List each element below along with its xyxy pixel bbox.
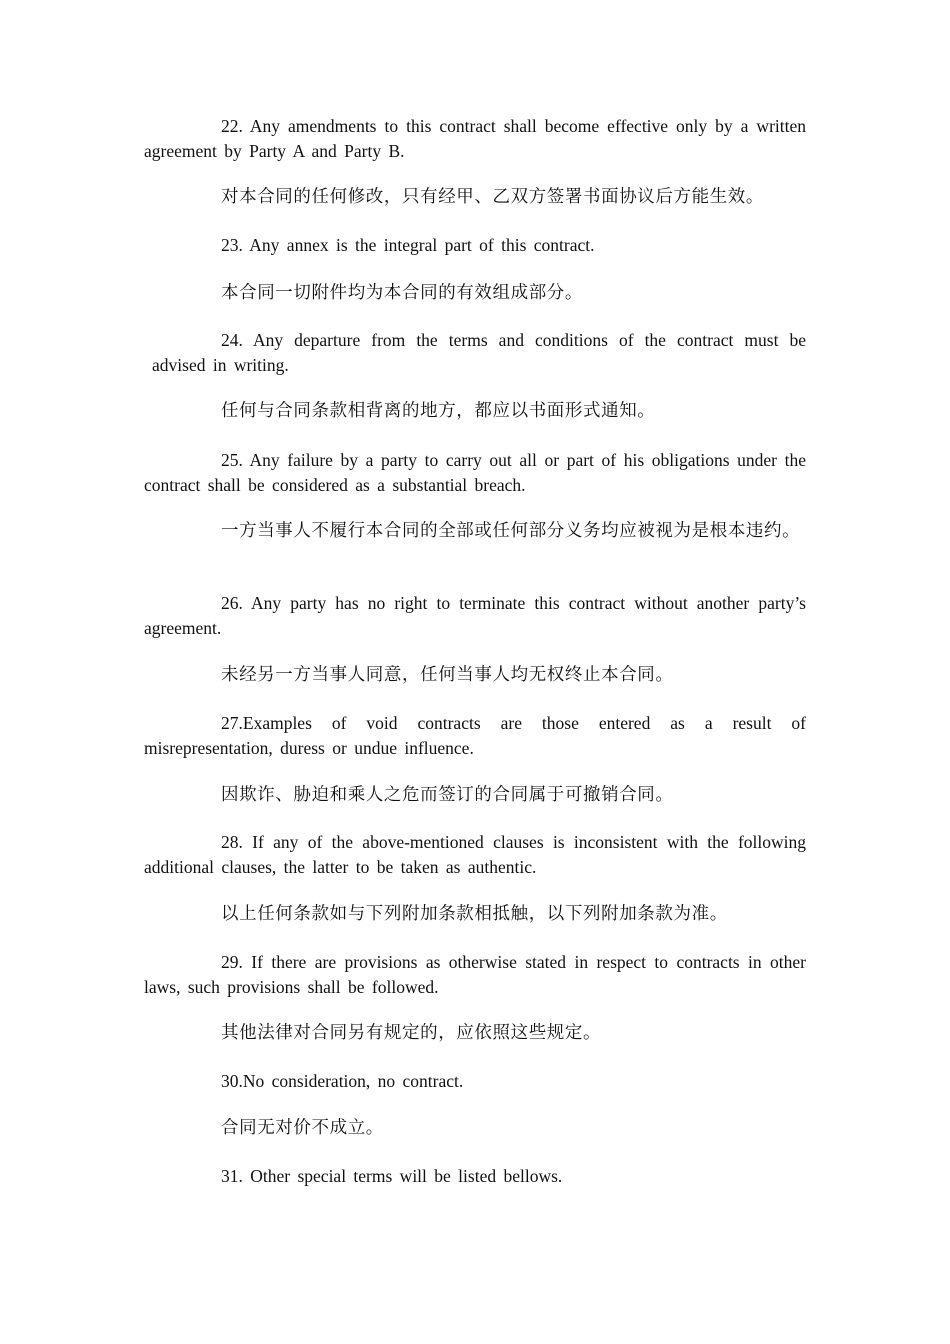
clause-22-zh: 对本合同的任何修改，只有经甲、乙双方签署书面协议后方能生效。 [221,187,764,207]
clause-26-zh: 未经另一方当事人同意，任何当事人均无权终止本合同。 [221,665,674,685]
clause-22-en: 22. Any amendments to this contract shall become effective only by a written agreement by Party A and Party B. [144,116,806,161]
clause-27-zh: 因欺诈、胁迫和乘人之危而签订的合同属于可撤销合同。 [221,785,674,805]
clause-23-zh: 本合同一切附件均为本合同的有效组成部分。 [221,283,583,303]
clause-27-en: 27.Examples of void contracts are those entered as a result of misrepresentation, duress or undue influence. [144,713,806,758]
clause-25-en: 25. Any failure by a party to carry out all or part of his obligations under the contract shall be considered as a substantial breach. [144,450,806,495]
clause-24-zh: 任何与合同条款相背离的地方，都应以书面形式通知。 [221,401,656,421]
clause-30-en: 30.No consideration, no contract. [221,1071,464,1091]
clause-30-zh: 合同无对价不成立。 [221,1118,384,1138]
clause-26-en: 26. Any party has no right to terminate this contract without another party’s agreement. [144,593,806,638]
clause-23-en: 23. Any annex is the integral part of this contract. [221,235,595,255]
clause-24-en: 24. Any departure from the terms and conditions of the contract must be advised in writing. [152,330,806,375]
clause-29-zh: 其他法律对合同另有规定的，应依照这些规定。 [221,1023,602,1043]
clause-28-zh: 以上任何条款如与下列附加条款相抵触，以下列附加条款为准。 [221,904,728,924]
clause-31-en: 31. Other special terms will be listed bellows. [221,1166,563,1186]
clause-29-en: 29. If there are provisions as otherwise stated in respect to contracts in other laws, such provisions shall be followed. [144,952,806,997]
clause-25-zh: 一方当事人不履行本合同的全部或任何部分义务均应被视为是根本违约。 [221,521,801,541]
clause-28-en: 28. If any of the above-mentioned clauses is inconsistent with the following additional clauses, the latter to be taken as authentic. [144,832,806,877]
